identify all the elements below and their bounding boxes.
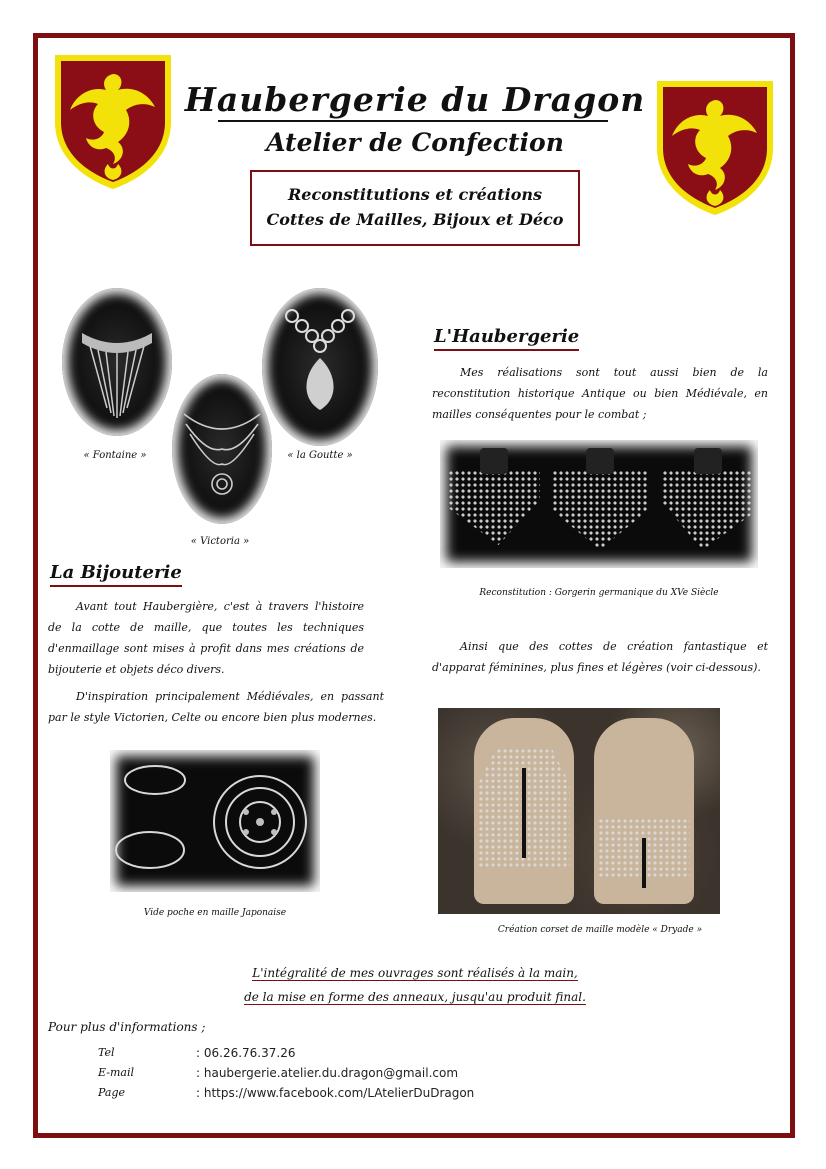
footer-line-2: de la mise en forme des anneaux, jusqu'au produit final. — [244, 990, 586, 1004]
info-intro: Pour plus d'informations ; — [48, 1020, 206, 1034]
page-title: Haubergerie du Dragon — [184, 80, 646, 119]
haubergerie-paragraph-1: Mes réalisations sont tout aussi bien de la reconstitution historique Antique ou bien Médiévale, en mailles conséquentes pour le combat ; — [432, 366, 768, 421]
haubergerie-paragraph-2: Ainsi que des cottes de création fantastique et d'apparat féminines, plus fines et légères (voir ci-dessous). — [432, 640, 768, 674]
vide-poche-photo — [110, 750, 320, 892]
contact-page-label: Page — [98, 1086, 126, 1099]
bijouterie-paragraph-2: D'inspiration principalement Médiévales, en passant par le style Victorien, Celte ou encore bien plus modernes. — [48, 690, 384, 724]
tagline-line-1: Reconstitutions et créations — [287, 185, 542, 204]
victoria-necklace-photo — [172, 374, 272, 524]
gorgerin-photo — [440, 440, 758, 568]
contact-page-value: : https://www.facebook.com/LAtelierDuDragon — [196, 1086, 475, 1100]
gorgerin-caption: Reconstitution : Gorgerin germanique du XVe Siècle — [479, 588, 719, 598]
tagline-box — [250, 170, 580, 246]
footer-line-1: L'intégralité de mes ouvrages sont réalisés à la main, — [252, 966, 578, 980]
vide-poche-caption: Vide poche en maille Japonaise — [143, 908, 287, 918]
goutte-pendant-photo — [262, 288, 378, 446]
tagline-line-2: Cottes de Mailles, Bijoux et Déco — [266, 210, 564, 229]
dragon-shield-right-logo — [654, 78, 776, 218]
contact-email-value: : haubergerie.atelier.du.dragon@gmail.com — [196, 1066, 459, 1080]
contact-tel — [98, 1046, 598, 1064]
fontaine-caption: « Fontaine » — [83, 450, 147, 461]
victoria-caption: « Victoria » — [190, 536, 250, 547]
fontaine-necklace-photo — [62, 288, 172, 436]
contact-tel-label: Tel — [98, 1046, 115, 1059]
page-subtitle: Atelier de Confection — [266, 128, 564, 157]
contact-tel-value: : 06.26.76.37.26 — [196, 1046, 296, 1060]
goutte-caption: « la Goutte » — [287, 450, 353, 461]
contact-email — [98, 1066, 598, 1084]
dryade-corset-photo — [438, 708, 720, 914]
haubergerie-heading: L'Haubergerie — [434, 326, 579, 351]
bijouterie-heading: La Bijouterie — [50, 562, 182, 587]
bijouterie-paragraph-1: Avant tout Haubergière, c'est à travers l'histoire de la cotte de maille, que toutes les techniques d'enmaillage sont mises à profit dans mes créations de bijouterie et objets déco divers. — [48, 600, 364, 676]
title-underline — [218, 120, 608, 122]
dragon-shield-left-logo — [52, 52, 174, 192]
contact-email-label: E-mail — [98, 1066, 134, 1079]
contact-page — [98, 1086, 598, 1104]
dryade-caption: Création corset de maille modèle « Dryade » — [497, 925, 703, 935]
